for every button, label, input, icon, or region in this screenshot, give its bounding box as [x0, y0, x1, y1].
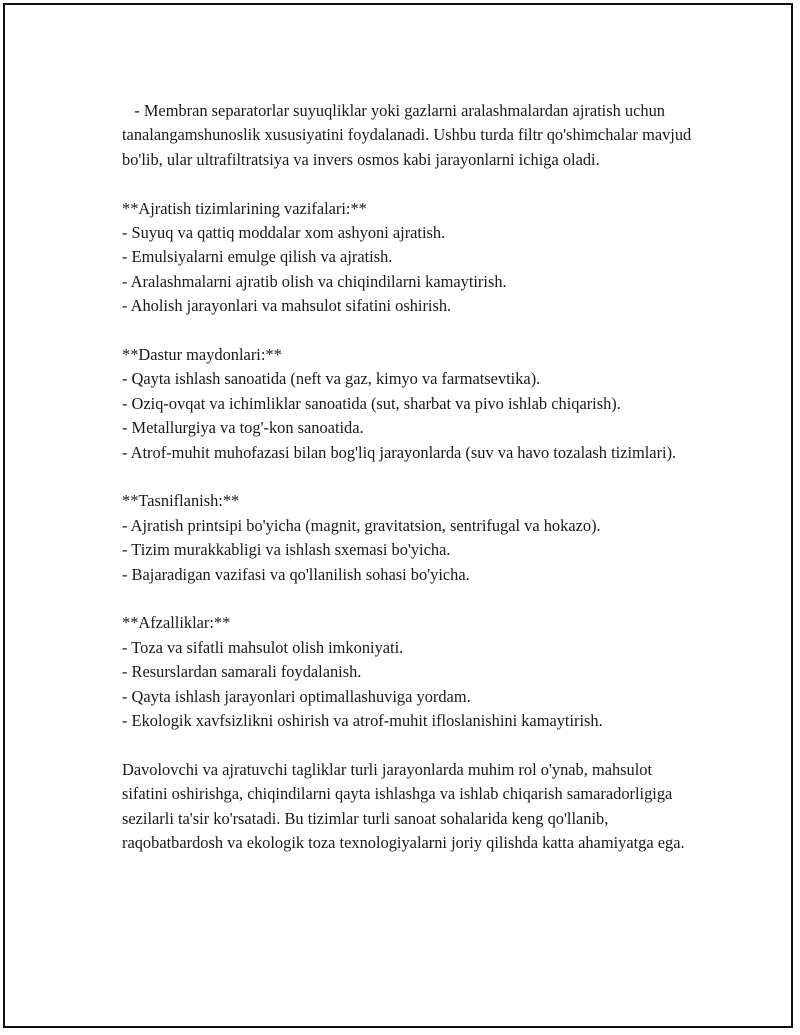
list-item: - Bajaradigan vazifasi va qo'llanilish sohasi bo'yicha. — [122, 564, 470, 584]
list-item: - Suyuq va qattiq moddalar xom ashyoni ajratish. — [122, 223, 446, 243]
section-heading: **Ajratish tizimlarining vazifalari:** — [122, 198, 367, 218]
section-application-fields — [122, 343, 692, 465]
list-item: - Metallurgiya va tog'-kon sanoatida. — [122, 418, 364, 438]
section-advantages — [122, 611, 692, 733]
list-item: - Emulsiyalarni emulge qilish va ajratish. — [122, 247, 393, 267]
section-heading: **Dastur maydonlari:** — [122, 345, 282, 365]
section-classification — [122, 489, 692, 587]
section-heading: **Tasniflanish:** — [122, 491, 240, 511]
conclusion-paragraph: Davolovchi va ajratuvchi tagliklar turli jarayonlarda muhim rol o'ynab, mahsulot sifatini oshirishga, chiqindilarni qayta ishlashga va ishlab chiqarish samaradorligiga sezilarli ta'sir ko'rsatadi. Bu tizimlar turli sanoat sohalarida keng qo'llanib, raqobatbardosh va ekologik toza texnologiyalarni joriy qilishda katta ahamiyatga ega. — [122, 759, 685, 853]
list-item: - Qayta ishlash sanoatida (neft va gaz, kimyo va farmatsevtika). — [122, 369, 541, 389]
list-item: - Ajratish printsipi bo'yicha (magnit, gravitatsion, sentrifugal va hokazo). — [122, 515, 601, 535]
list-item: - Toza va sifatli mahsulot olish imkoniyati. — [122, 637, 404, 657]
intro-paragraph: - Membran separatorlar suyuqliklar yoki gazlarni aralashmalardan ajratish uchun tanalangamshunoslik xususiyatini foydalanadi. Ushbu turda filtr qo'shimchalar mavjud bo'lib, ular ultrafiltratsiya va invers osmos kabi jarayonlarni ichiga oladi. — [122, 101, 696, 169]
list-item: - Atrof-muhit muhofazasi bilan bog'liq jarayonlarda (suv va havo tozalash tizimlari). — [122, 442, 677, 462]
list-item: - Oziq-ovqat va ichimliklar sanoatida (sut, sharbat va pivo ishlab chiqarish). — [122, 393, 621, 413]
list-item: - Tizim murakkabligi va ishlash sxemasi bo'yicha. — [122, 540, 451, 560]
page-frame — [3, 3, 793, 1028]
list-item: - Ekologik xavfsizlikni oshirish va atrof-muhit ifloslanishini kamaytirish. — [122, 711, 603, 731]
document-body — [122, 99, 696, 856]
list-item: - Aralashmalarni ajratib olish va chiqindilarni kamaytirish. — [122, 271, 507, 291]
section-heading: **Afzalliklar:** — [122, 613, 231, 633]
section-functions — [122, 197, 692, 319]
list-item: - Resurslardan samarali foydalanish. — [122, 662, 362, 682]
list-item: - Qayta ishlash jarayonlari optimallashuviga yordam. — [122, 686, 471, 706]
list-item: - Aholish jarayonlari va mahsulot sifatini oshirish. — [122, 296, 452, 316]
